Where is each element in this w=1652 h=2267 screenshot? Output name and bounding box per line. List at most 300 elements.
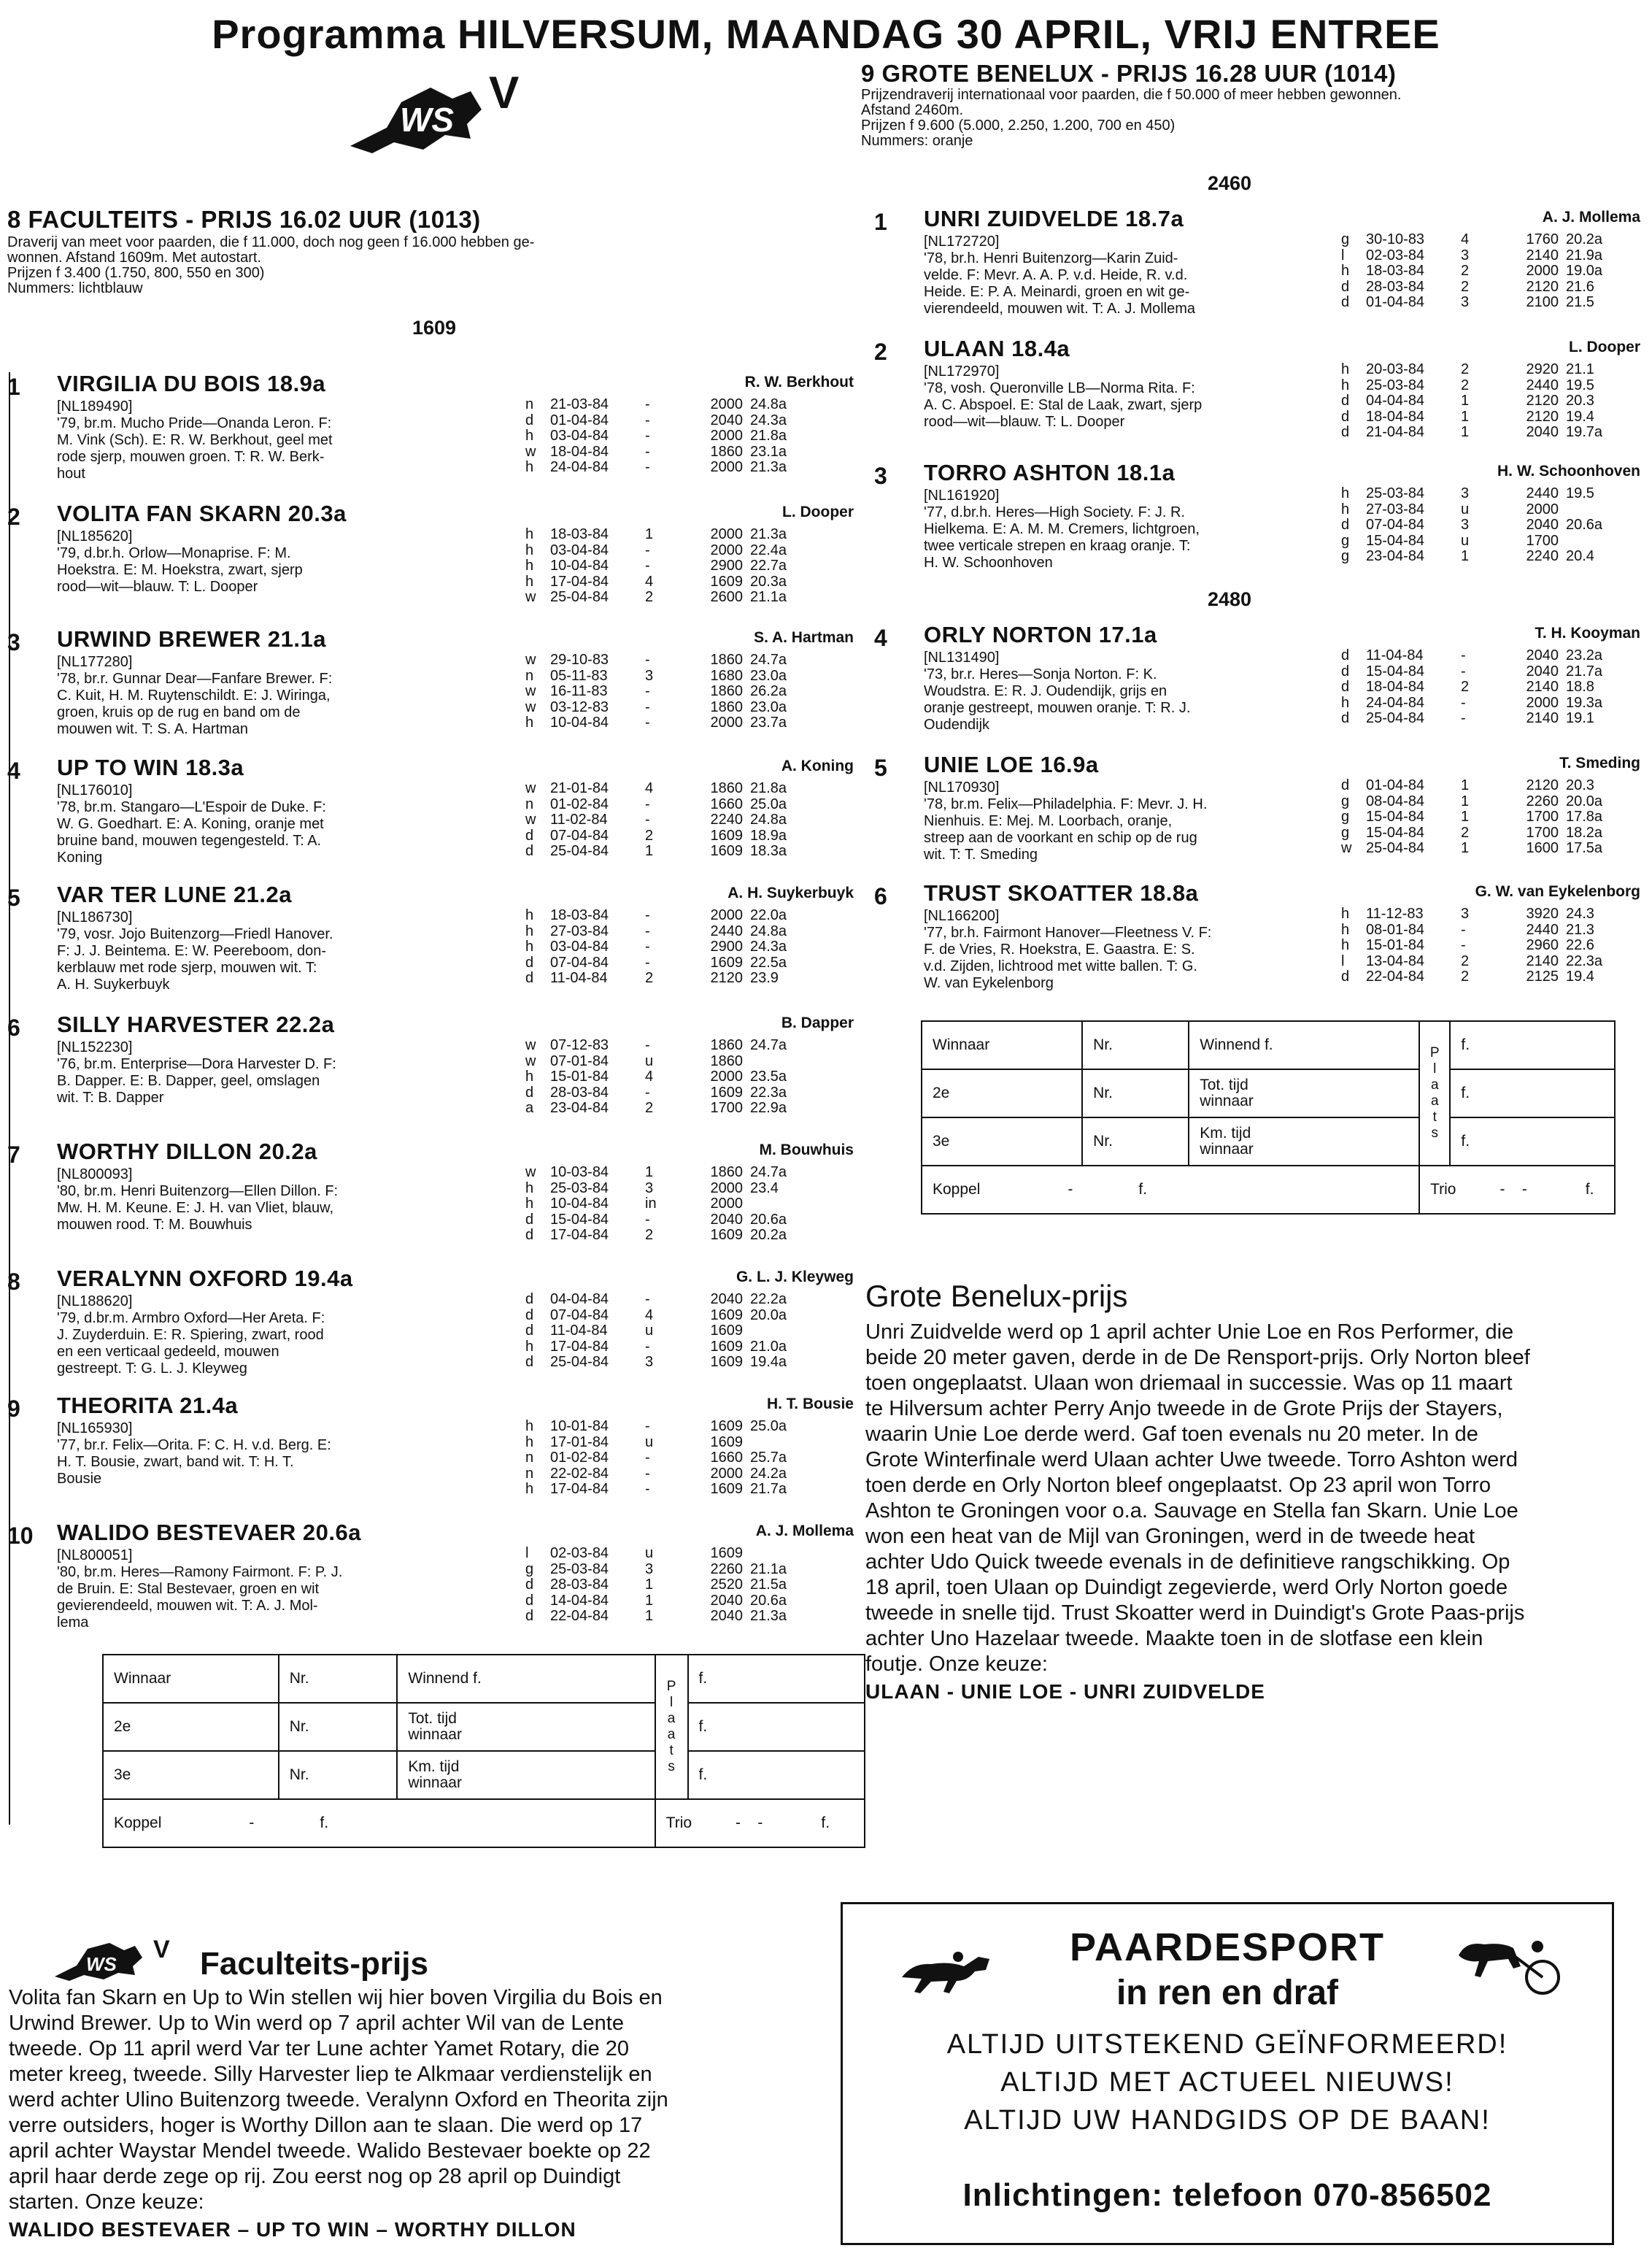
form-row [1341,362,1624,378]
form-cell: n [525,1465,534,1482]
form-cell: 1609 [710,1323,743,1339]
form-cell: d [525,1291,534,1307]
form-row [525,1038,808,1054]
plaats-letter: a [667,1711,676,1726]
form-cell: d [525,412,534,428]
form-cell: 15-01-84 [1366,937,1425,953]
form-cell: 07-01-84 [550,1052,609,1069]
form-cell: - [645,923,650,939]
form-cell: 2040 [1526,647,1559,663]
form-cell: h [525,1179,534,1196]
form-cell: 21.8a [750,780,787,796]
article-line: tweede. Op 11 april werd Var ter Lune achter Yamet Rotary, die 20 [9,2037,630,2060]
form-row [1341,534,1624,550]
form-row [525,700,808,716]
form-cell: 23.9 [750,970,779,986]
article-faculteits-title: Faculteits-prijs [200,1946,428,1982]
horse-driver: A. H. Suykerbuyk [727,885,854,901]
form-cell: 2600 [710,589,743,605]
form-cell: 15-04-84 [1366,809,1425,825]
form-cell: 15-04-84 [1366,532,1425,549]
form-cell: 21.0a [750,1338,787,1355]
horse-description-line: gevierendeeld, mouwen wit. T: A. J. Mol- [57,1598,318,1614]
form-cell: 3 [645,1354,654,1370]
horse-description-line: mouwen rood. T: M. Bouwhuis [57,1217,252,1233]
horse-form-table [1341,362,1624,441]
horse-number: 5 [874,755,887,781]
horse-description-line: A. C. Abspoel. E: Stal de Laak, zwart, sjerp [924,397,1203,413]
horse-description [57,1420,524,1487]
horse-description-line: '79, vosr. Jojo Buitenzorg—Friedl Hanover. [57,926,333,942]
article-line: Urwind Brewer. Up to Win werd op 7 april achter Wil van de Lente [9,2012,624,2035]
form-cell: d [1341,517,1350,533]
form-cell: 24.2a [750,1465,787,1482]
horse-description-line: Hielkema. E: A. M. M. Cremers, lichtgroen, [924,521,1200,537]
horse-description-line: Nienhuis. E: Mej. M. Loorbach, oranje, [924,813,1173,829]
form-row [525,397,808,413]
form-row [1341,517,1624,534]
svg-text:V: V [153,1936,170,1963]
result-row [103,1751,865,1799]
horse-number: 1 [7,374,20,400]
horse-description [57,782,524,866]
form-row [1341,378,1624,394]
plaats-cell [655,1655,688,1799]
form-cell: 2040 [710,412,743,428]
result-cell[interactable] [279,1751,398,1799]
form-cell: w [525,698,536,715]
form-cell: 1 [645,843,654,859]
form-cell: - [645,428,650,444]
horse-description-line: [NL186730] [57,909,133,925]
result-cell[interactable] [279,1703,398,1751]
form-cell: - [645,1037,650,1053]
form-cell: h [525,558,534,574]
result-cell[interactable] [1082,1117,1189,1166]
horse-description-line: streep aan de voorkant en schip op de rug [924,830,1197,846]
horse-name: WALIDO BESTEVAER 20.6a [57,1520,361,1545]
form-row [525,460,808,476]
horse-description-line: gestreept. T: G. L. J. Kleyweg [57,1360,247,1377]
result-cell[interactable] [1189,1069,1419,1117]
form-row [525,1577,808,1593]
article-line: starten. Onze keuze: [9,2190,204,2214]
koppel-trio-row [922,1166,1615,1214]
form-row [525,1593,808,1609]
page-title: Programma HILVERSUM, MAANDAG 30 APRIL, VRIJ ENTREE [212,11,1440,57]
result-label: Winnend f. [408,1670,482,1687]
form-cell: 10-03-84 [550,1164,609,1180]
horse-number: 6 [7,1015,20,1041]
result-row [103,1703,865,1751]
form-cell: 2000 [710,1465,743,1482]
form-row [1341,648,1624,664]
result-cell[interactable] [1450,1069,1615,1117]
form-cell: h [525,923,534,939]
form-cell: h [525,1196,534,1212]
form-cell: w [525,443,536,460]
ad-phone: Inlichtingen: telefoon 070-856502 [962,2177,1492,2213]
form-cell: 3920 [1526,906,1559,922]
trio-f: f. [821,1814,830,1831]
form-cell: - [1461,694,1466,711]
form-cell: 20.4 [1566,548,1594,564]
horse-description-line: v.d. Zijden, lichtrood met witte ballen. T: G. [924,958,1197,974]
form-cell: d [525,1084,534,1101]
form-row [525,558,808,574]
horse-driver: A. J. Mollema [755,1523,854,1539]
article-line: waarin Unie Loe derde werd. Gaf toen evenals nu 20 meter. In de [865,1423,1478,1446]
result-label: winnaar [1200,1141,1254,1158]
trio-cell[interactable] [655,1799,865,1847]
result-cell[interactable] [1189,1021,1419,1069]
form-row [525,1196,808,1212]
form-cell: 2040 [710,1211,743,1228]
form-cell: 30-10-83 [1366,231,1425,247]
form-cell: 18.3a [750,843,787,859]
form-cell: 23.0a [750,698,787,715]
horse-description-line: de Bruin. E: Stal Bestevaer, groen en wit [57,1581,320,1597]
trotter-sulky-icon [1451,1926,1568,1999]
form-cell: l [1341,952,1345,969]
horse-number: 3 [874,463,887,489]
form-cell: h [525,1433,534,1450]
form-cell: g [1341,532,1350,549]
form-cell: h [525,907,534,923]
koppel-cell[interactable] [922,1166,1419,1214]
result-cell[interactable] [1189,1117,1419,1166]
form-cell: 17-01-84 [550,1433,609,1450]
form-cell: 14-04-84 [550,1592,609,1609]
form-cell: - [645,1211,650,1228]
form-cell: - [645,907,650,923]
form-cell: 2040 [1526,517,1559,533]
form-cell: 2120 [710,970,743,986]
trio-dashes: - - [1499,1181,1527,1198]
horse-name: VERALYNN OXFORD 19.4a [57,1266,353,1291]
horse-driver: L. Dooper [1569,339,1640,355]
form-cell: 17.5a [1566,840,1603,856]
result-label: Nr. [1093,1036,1113,1053]
form-cell: 24.3a [750,939,787,955]
horse-description [57,1039,524,1106]
horse-description-line: hout [57,466,85,482]
form-row [1341,711,1624,727]
result-cell[interactable] [1450,1021,1615,1069]
form-cell: h [1341,361,1350,377]
result-cell[interactable] [1082,1021,1189,1069]
form-cell: 1 [645,1577,654,1593]
form-cell: w [1341,840,1352,856]
form-cell: d [1341,424,1350,440]
result-cell[interactable] [397,1751,655,1799]
form-cell: 25-04-84 [1366,710,1425,726]
form-cell: - [645,443,650,460]
form-cell: 1760 [1526,231,1559,247]
horse-description-line: twee verticale strepen en kraag oranje. T: [924,538,1191,554]
horse-description-line: '78, br.r. Gunnar Dear—Fanfare Brewer. F: [57,671,333,687]
article-line: 18 april, toen Ulaan op Duindigt zegevierde, werd Orly Norton goede [865,1576,1508,1599]
result-cell[interactable] [1082,1069,1189,1117]
result-cell[interactable] [688,1655,865,1703]
article-faculteits [9,1946,870,2241]
horse-driver: H. W. Schoonhoven [1497,463,1640,480]
form-row [1341,680,1624,696]
horse-form-table [1341,907,1624,985]
plaats-cell [1419,1021,1450,1166]
form-cell: - [645,1291,650,1307]
form-cell: 1 [1461,548,1470,564]
form-row [525,844,808,860]
horse-description-line: rood—wit—blauw. T: L. Dooper [57,579,258,595]
form-cell: 08-01-84 [1366,921,1425,938]
form-cell: 01-02-84 [550,1450,609,1466]
form-cell: 3 [645,1179,654,1196]
form-cell: 18-03-84 [1366,263,1425,279]
form-row [525,1562,808,1578]
form-cell: 22-04-84 [550,1608,609,1624]
ad-line-1: ALTIJD UITSTEKEND GEÏNFORMEERD! [946,2029,1508,2060]
form-row [525,1609,808,1625]
form-cell: 25-03-84 [1366,485,1425,501]
form-row [525,1069,808,1085]
form-cell: g [1341,809,1350,825]
horse-description-line: '73, br.r. Heres—Sonja Norton. F: K. [924,666,1157,682]
form-cell: d [525,1227,534,1243]
form-cell: 21.8a [750,428,787,444]
form-cell: h [525,526,534,542]
form-row [525,1450,808,1466]
form-cell: 2440 [1526,921,1559,938]
form-cell: 04-04-84 [550,1291,609,1307]
form-row [1341,696,1624,712]
horse-description-line: '77, br.h. Fairmont Hanover—Fleetness V. F: [924,925,1212,941]
form-cell: 1600 [1526,840,1559,856]
form-cell: 20.2a [750,1227,787,1243]
form-cell: w [525,1037,536,1053]
horse-description-line: [NL189490] [57,399,133,415]
result-cell[interactable] [279,1655,398,1703]
form-cell: 2000 [710,396,743,412]
form-cell: 2140 [1526,247,1559,263]
result-cell[interactable] [688,1751,865,1799]
form-cell: 07-04-84 [550,954,609,971]
form-cell: 1 [1461,424,1470,440]
form-cell: 18.8 [1566,679,1594,695]
form-cell: 1860 [710,652,743,668]
form-row [525,971,808,987]
result-cell[interactable] [922,1069,1082,1117]
form-cell: 21.7a [1566,663,1603,680]
form-row [525,1323,808,1339]
form-row [525,1419,808,1435]
form-cell [1566,502,1624,518]
horse-description-line: [NL172970] [924,363,1000,380]
form-cell: 24.7a [750,652,787,668]
result-cell[interactable] [1450,1117,1615,1166]
form-cell: 19.4 [1566,408,1594,425]
horse-description-line: '77, br.r. Felix—Orita. F: C. H. v.d. Berg. E: [57,1437,331,1453]
horse-description-line: M. Vink (Sch). E: R. W. Berkhout, geel met [57,432,333,448]
form-cell: 15-04-84 [1366,824,1425,841]
article-line: verre outsiders, hoger is Worthy Dillon aan te slaan. Die werd op 17 [9,2114,643,2137]
horse-description-line: groen, kruis op de rug en band om de [57,704,301,720]
koppel-cell[interactable] [103,1799,655,1847]
form-cell: 07-04-84 [1366,517,1425,533]
form-row [525,1101,808,1117]
form-cell: h [525,542,534,558]
form-cell: 28-03-84 [550,1084,609,1101]
form-cell: 2440 [710,923,743,939]
form-cell: 17.8a [1566,809,1603,825]
form-cell: 2 [645,970,654,986]
form-cell: 2000 [710,907,743,923]
form-cell: 1609 [710,827,743,844]
result-cell[interactable] [397,1703,655,1751]
horse-description-line: H. W. Schoonhoven [924,555,1053,571]
trio-label: Trio [665,1814,692,1831]
form-cell: 03-04-84 [550,939,609,955]
horse-description-line: '78, vosh. Queronville LB—Norma Rita. F: [924,380,1195,396]
form-cell [750,1054,808,1070]
horse-name: THEORITA 21.4a [57,1393,239,1418]
form-cell: h [1341,694,1350,711]
form-row [525,1085,808,1101]
form-cell: l [525,1545,529,1561]
form-cell: 1860 [710,1052,743,1069]
horse-name: VIRGILIA DU BOIS 18.9a [57,371,326,396]
form-cell: 1609 [710,843,743,859]
form-cell: 2000 [1526,501,1559,517]
horse-form-table [525,1038,808,1117]
form-cell: 2000 [710,542,743,558]
result-label: Winnaar [933,1036,990,1053]
form-cell: 22.2a [750,1291,787,1307]
form-row [1341,232,1624,248]
result-label: Tot. tijd [1200,1077,1248,1093]
form-row [1341,248,1624,264]
form-cell: 4 [645,1306,654,1323]
horse-form-table [525,1292,808,1371]
form-row [525,413,808,429]
form-cell: 2000 [710,1179,743,1196]
form-cell: 25-04-84 [550,843,609,859]
result-cell[interactable] [922,1117,1082,1166]
horse-description-line: en een verticaal gedeeld, mouwen [57,1344,279,1360]
race9-result-table [921,1020,1616,1215]
form-cell: 21.1 [1566,361,1594,377]
form-cell: 3 [1461,247,1470,263]
result-cell[interactable] [688,1703,865,1751]
form-cell: 2140 [1526,952,1559,969]
form-cell: 21-04-84 [1366,424,1425,440]
form-cell: 2120 [1526,777,1559,793]
form-cell: 2000 [710,459,743,475]
article-line: achter Uno Hazelaar tweede. Maakte toen in de slotfase een klein [865,1627,1483,1650]
horse-description-line: F: J. J. Beintema. E: W. Peereboom, don- [57,943,327,959]
result-cell[interactable] [397,1655,655,1703]
result-cell[interactable] [922,1021,1082,1069]
horse-name: ORLY NORTON 17.1a [924,622,1157,647]
form-cell: h [1341,377,1350,393]
race9-description: Prijzendraverij internationaal voor paarden, die f 50.000 of meer hebben gewonnen. Afstand 2460m. Prijzen f 9.600 (5.000, 2.250, 1.200, 700 en 450) Nummers: oranje [861,87,1402,149]
trio-dashes: - - [736,1814,763,1831]
form-cell: - [645,1418,650,1434]
form-cell: 27-03-84 [1366,501,1425,517]
form-cell: h [1341,906,1350,922]
horse-form-table [525,1165,808,1244]
horse-description-line: '76, br.m. Enterprise—Dora Harvester D. F: [57,1056,336,1072]
form-cell: 2260 [1526,793,1559,809]
form-row [525,715,808,731]
horse-form-table [525,781,808,860]
horse-description-line: '80, br.m. Heres—Ramony Fairmont. F: P. J. [57,1564,343,1580]
result-label: Tot. tijd [408,1710,457,1727]
form-cell: 28-03-84 [550,1577,609,1593]
form-cell: 19.4a [750,1354,787,1370]
result-row [922,1117,1615,1166]
race8-divider [9,372,10,1825]
form-cell: - [645,1338,650,1355]
form-cell: 21.6 [1566,278,1594,295]
horse-description-line: '80, br.m. Henri Buitenzorg—Ellen Dillon. F: [57,1183,339,1199]
form-cell: 25-04-84 [1366,840,1425,856]
horse-number: 10 [7,1523,34,1549]
form-row [525,1339,808,1355]
horse-description-line: [NL161920] [924,488,1000,504]
form-row [1341,809,1624,825]
horse-driver: G. W. van Eykelenborg [1475,883,1640,900]
form-cell: h [525,573,534,590]
article-line: april haar derde zege op rij. Zou eerst nog op 28 april op Duindigt [9,2165,621,2188]
form-cell: 24.7a [750,1164,787,1180]
form-cell: 22-04-84 [1366,969,1425,985]
trio-cell[interactable] [1419,1166,1615,1214]
form-row [525,543,808,559]
form-cell: 21-01-84 [550,780,609,796]
form-cell: 3 [1461,906,1470,922]
horse-description-line: Bousie [57,1471,102,1487]
form-cell: 1660 [710,796,743,812]
result-cell[interactable] [103,1655,279,1703]
result-row [103,1655,865,1703]
form-cell: 2000 [710,1069,743,1085]
form-cell: 10-01-84 [550,1418,609,1434]
result-cell[interactable] [103,1751,279,1799]
form-cell: - [645,412,650,428]
result-label: 3e [114,1766,131,1783]
horse-description [57,909,524,993]
form-cell: 05-11-83 [550,667,608,684]
plaats-letter: a [1430,1093,1439,1109]
form-cell: 21.1a [750,589,787,605]
horse-name: UP TO WIN 18.3a [57,755,244,780]
horse-description-line: mouwen wit. T: S. A. Hartman [57,721,248,737]
form-cell: d [525,1211,534,1228]
form-cell: d [525,970,534,986]
result-cell[interactable] [103,1703,279,1751]
article-line: toen ongeplaatst. Ulaan won driemaal in successie. Was op 11 maart [865,1371,1513,1395]
article-line: won een heat van de Mijl van Groningen, werd in de tweede heat [865,1525,1475,1548]
horse-number: 2 [874,339,887,365]
horse-description-line: wit. T: B. Dapper [57,1090,164,1106]
form-cell: 18-03-84 [550,526,609,542]
form-cell [750,1546,808,1562]
form-cell: h [525,459,534,475]
form-row [525,939,808,955]
form-cell: 21.3a [750,1608,787,1624]
koppel-dash: - [249,1814,255,1831]
